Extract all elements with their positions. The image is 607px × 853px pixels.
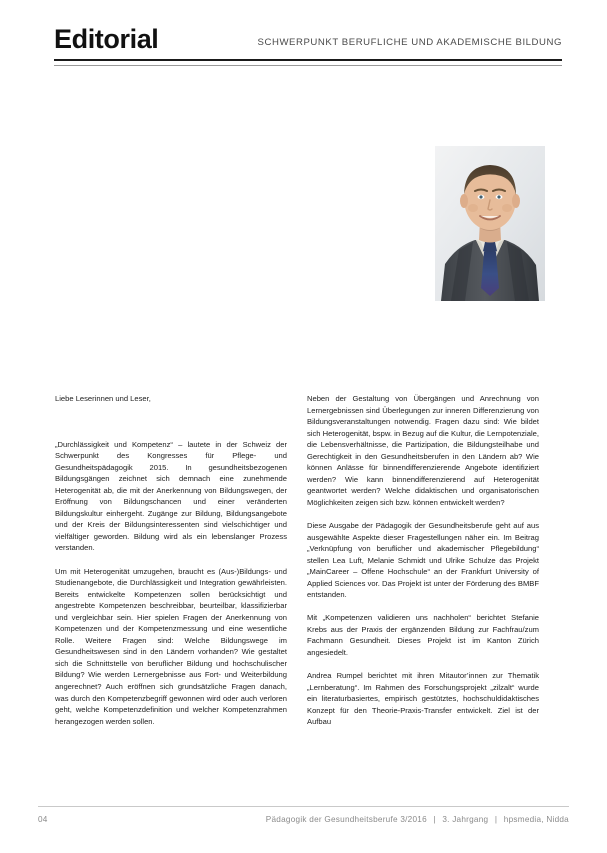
section-kicker: SCHWERPUNKT BERUFLICHE UND AKADEMISCHE BILDUNG [257,37,562,48]
footer-rule [38,806,569,807]
salutation: Liebe Leserinnen und Leser, [55,394,151,403]
page-title: Editorial [54,24,159,54]
paragraph-right-2: Diese Ausgabe der Pädagogik der Gesundheitsberufe geht auf aus ausgewählte Aspekte dieser Fragestellungen näher ein. Im Beitrag „Verknüpfung von beruflicher und akademischer Pflegebildung“ stellen Lea Luft, Melanie Schmidt und Ulrike Schulze das Projekt „MainCareer – Offene Hochschule“ an der Frankfurt University of Applied Sciences vor. Das Projekt ist unter der Förderung des BMBF entstanden. [307,520,539,600]
portrait-illustration [435,146,545,301]
footer-separator-2: | [494,815,498,824]
footer-separator-1: | [433,815,436,824]
footer-page-number: 04 [38,815,48,824]
header-rule-thin [54,65,562,66]
paragraph-right-1: Neben der Gestaltung von Übergängen und Anrechnung von Lernergebnissen sind Überlegungen zur inneren Differenzierung von Bildungsveranstaltungen notwendig. Fragen dazu sind: Wie bildet sich Heterogenität, bspw. in Bezug auf die Kultur, die Lernpotenziale, die Lebensverhältnisse, die Partizipation, die Bildungsteilhabe und Gerechtigkeit in den Gesundheitsberufen in den Ländern ab? Wie können Anlässe für binnendifferenzierende Angebote identifiziert werden? Wie kann binnendifferenzierend auf Heterogenität geantwortet werden? Welche didaktischen und organisatorischen Möglichkeiten zeigen sich bzw. können entwickelt werden? [307,394,539,507]
body-column-right [307,393,539,728]
footer-journal-title: Pädagogik der Gesundheitsberufe 3/2016 [265,815,427,824]
page-footer [38,815,569,829]
editor-portrait-photo [435,146,545,301]
paragraph-right-4: Andrea Rumpel berichtet mit ihren Mitautor’innen zur Thematik „Lernberatung“. Im Rahmen des Forschungsprojekt „zilzalt“ wurde ein literaturbasiertes, empirisch gestütztes, hochschuldidaktisches Konzept für den Theorie-Praxis-Transfer entwickelt. Ziel ist der Aufbau [307,670,539,727]
paragraph-left-2: Um mit Heterogenität umzugehen, braucht es (Aus-)Bildungs- und Studienangebote, die Durchlässigkeit und Integration gewährleisten. Bereits entwickelte Kompetenzen sollen berücksichtigt und angestrebte Kompetenzen beschreibbar, beurteilbar, klassifizierbar und vergleichbar sein. Hier spielen Fragen der Anerkennung von Kompetenzen und der Kompetenzmessung und eine wesentliche Rolle. Weitere Fragen sind: Welche Bildungswege im Gesundheitswesen sind in den Ländern vorhanden? Wie gestaltet sich die Schnittstelle von beruflicher Bildung und hochschulischer Bildung? Wie werden Lernergebnisse aus Fort- und Weiterbildung angerechnet? Auch eröffnen sich grundsätzliche Fragen danach, was durch den Kompetenzbegriff gewonnen wird oder auch verloren geht, welche Kompetenzdefinition und welcher Kompetenzrahmen herangezogen werden sollen. [55,566,287,726]
header-rule-thick [54,59,562,61]
footer-volume: 3. Jahrgang [442,815,489,824]
masthead [54,24,562,68]
body-column-left [55,393,287,727]
footer-publication-info [266,815,569,824]
footer-publisher: hpsmedia, Nidda [503,815,569,824]
paragraph-left-1: „Durchlässigkeit und Kompetenz“ – lautete in der Schweiz der Schwerpunkt des Kongresses für Pflege- und Gesundheitspädagogik 2015. In gesundheitsbezogenen Bildungsgängen zeichnet sich demnach eine zunehmende Heterogenität ab, die mit der Anerkennung von Bildungswegen, der Eröffnung von Bildungschancen und einer veränderten Bildungskultur einhergeht. Zugänge zur Bildung, Bildungsangebote und der Kreis der Bildungsinteressenten sind vielschichtiger und vielfältiger geworden. Bildung wird als ein lebenslanger Prozess verstanden. [55,439,287,553]
paragraph-right-3: Mit „Kompetenzen validieren uns nachholen“ berichtet Stefanie Krebs aus der Praxis der ergänzenden Bildung zur Fachfrau/zum Fachmann Gesundheit. Dieses Projekt ist im Kanton Zürich angesiedelt. [307,613,539,657]
